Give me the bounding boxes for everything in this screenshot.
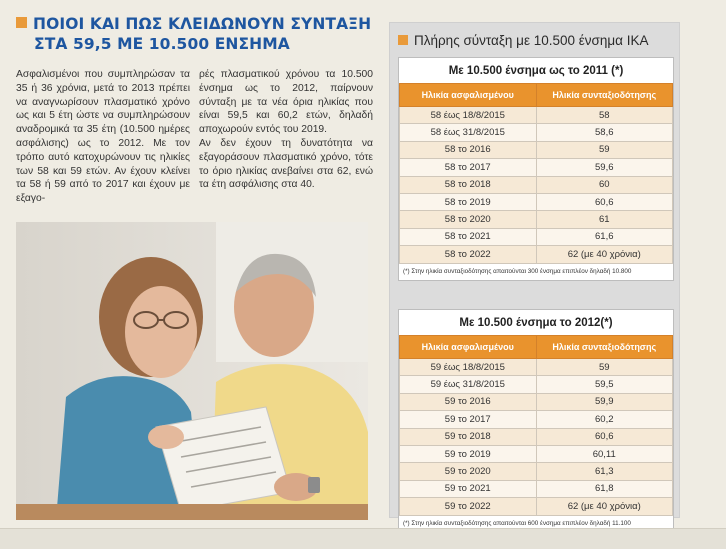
table-row bbox=[400, 246, 673, 263]
retirement-age-cell: 60,6 bbox=[536, 193, 673, 210]
insured-age-cell: 58 το 2019 bbox=[400, 193, 537, 210]
retirement-age-cell: 60 bbox=[536, 176, 673, 193]
article-column-2 bbox=[199, 68, 373, 192]
table-footnote: (*) Στην ηλικία συνταξιοδότησης απαιτούνται 600 ένσημα επιπλέον δηλαδή 11.100 bbox=[399, 516, 673, 532]
table-row bbox=[400, 428, 673, 445]
table-2011 bbox=[398, 57, 674, 281]
headline-line-1: ΠΟΙΟΙ ΚΑΙ ΠΩΣ ΚΛΕΙΔΩΝΟΥΝ ΣΥΝΤΑΞΗ bbox=[33, 15, 372, 33]
insured-age-cell: 59 έως 31/8/2015 bbox=[400, 376, 537, 393]
table-row bbox=[400, 211, 673, 228]
retirement-age-cell: 59,5 bbox=[536, 376, 673, 393]
box-title: Πλήρης σύνταξη με 10.500 ένσημα ΙΚΑ bbox=[398, 33, 648, 48]
pension-info-box bbox=[389, 22, 680, 527]
retirement-age-cell: 62 (με 40 χρόνια) bbox=[536, 498, 673, 515]
table-2012 bbox=[398, 309, 674, 533]
page-fold bbox=[0, 528, 726, 549]
retirement-age-cell: 60,2 bbox=[536, 411, 673, 428]
insured-age-cell: 59 το 2021 bbox=[400, 480, 537, 497]
insured-age-cell: 59 το 2020 bbox=[400, 463, 537, 480]
table-row bbox=[400, 411, 673, 428]
couple-photo bbox=[16, 222, 368, 520]
column-header: Ηλικία συνταξιοδότησης bbox=[536, 336, 673, 359]
table-row bbox=[400, 393, 673, 410]
table-row bbox=[400, 141, 673, 158]
table-row bbox=[400, 445, 673, 462]
table-row bbox=[400, 498, 673, 515]
column-header: Ηλικία συνταξιοδότησης bbox=[536, 84, 673, 107]
retirement-age-cell: 61,3 bbox=[536, 463, 673, 480]
pension-table bbox=[399, 335, 673, 516]
insured-age-cell: 59 το 2018 bbox=[400, 428, 537, 445]
retirement-age-cell: 61 bbox=[536, 211, 673, 228]
column-header: Ηλικία ασφαλισμένου bbox=[400, 84, 537, 107]
table-row bbox=[400, 107, 673, 124]
article-column-1 bbox=[16, 68, 190, 206]
table-heading: Με 10.500 ένσημα το 2012(*) bbox=[399, 310, 673, 335]
article-paragraph: ρές πλασματικού χρόνου τα 10.500 ένσημα ως το 2012, παίρνουν σύνταξη με τα νέα όρια ηλικίας που είναι 59,5 και 60,2 ετών, δηλαδή αποχωρούν εντός του 2019. bbox=[199, 69, 373, 136]
retirement-age-cell: 59 bbox=[536, 359, 673, 376]
orange-square-bullet bbox=[398, 35, 408, 45]
insured-age-cell: 59 το 2022 bbox=[400, 498, 537, 515]
insured-age-cell: 58 έως 18/8/2015 bbox=[400, 107, 537, 124]
insured-age-cell: 58 έως 31/8/2015 bbox=[400, 124, 537, 141]
retirement-age-cell: 62 (με 40 χρόνια) bbox=[536, 246, 673, 263]
retirement-age-cell: 58 bbox=[536, 107, 673, 124]
retirement-age-cell: 58,6 bbox=[536, 124, 673, 141]
insured-age-cell: 58 το 2022 bbox=[400, 246, 537, 263]
retirement-age-cell: 60,6 bbox=[536, 428, 673, 445]
insured-age-cell: 58 το 2017 bbox=[400, 159, 537, 176]
article-headline bbox=[16, 14, 376, 54]
table-row bbox=[400, 193, 673, 210]
column-header: Ηλικία ασφαλισμένου bbox=[400, 336, 537, 359]
table-heading: Με 10.500 ένσημα ως το 2011 (*) bbox=[399, 58, 673, 83]
retirement-age-cell: 59,6 bbox=[536, 159, 673, 176]
table-row bbox=[400, 359, 673, 376]
table-row bbox=[400, 176, 673, 193]
insured-age-cell: 58 το 2021 bbox=[400, 228, 537, 245]
retirement-age-cell: 60,11 bbox=[536, 445, 673, 462]
article-paragraph: Αν δεν έχουν τη δυνατότητα να εξαγοράσουν πλασματικό χρόνο, τότε το όριο ηλικίας ανεβαίνει στα 62, ενώ τα έτη ασφάλισης στα 40. bbox=[199, 137, 373, 191]
table-row bbox=[400, 124, 673, 141]
insured-age-cell: 59 το 2019 bbox=[400, 445, 537, 462]
couple-reading-document-illustration bbox=[16, 222, 368, 520]
insured-age-cell: 59 το 2017 bbox=[400, 411, 537, 428]
table-row bbox=[400, 376, 673, 393]
retirement-age-cell: 59,9 bbox=[536, 393, 673, 410]
retirement-age-cell: 61,8 bbox=[536, 480, 673, 497]
retirement-age-cell: 59 bbox=[536, 141, 673, 158]
insured-age-cell: 58 το 2018 bbox=[400, 176, 537, 193]
retirement-age-cell: 61,6 bbox=[536, 228, 673, 245]
orange-square-bullet bbox=[16, 17, 27, 28]
insured-age-cell: 58 το 2016 bbox=[400, 141, 537, 158]
table-row bbox=[400, 159, 673, 176]
table-row bbox=[400, 228, 673, 245]
insured-age-cell: 58 το 2020 bbox=[400, 211, 537, 228]
article-paragraph: Ασφαλισμένοι που συμπληρώσαν τα 35 ή 36 χρόνια, μετά το 2013 πρέπει να αναγνωρίσουν πλασματικό χρόνο ως και 5 έτη ώστε να συμπληρώσουν αναδρομικά τα 35 έτη (10.500 ημέρες ασφάλισης) ως το 2012. Με τον τρόπο αυτό κατοχυρώνουν τις ηλικίες των 58 και 59 ετών. Αν έχουν κλείνει τα 58 ή 59 από το 2017 και έχουν με εξαγο- bbox=[16, 69, 190, 205]
table-footnote: (*) Στην ηλικία συνταξιοδότησης απαιτούνται 300 ένσημα επιπλέον δηλαδή 10.800 bbox=[399, 264, 673, 280]
table-row bbox=[400, 463, 673, 480]
pension-table bbox=[399, 83, 673, 264]
table-row bbox=[400, 480, 673, 497]
headline-line-2: ΣΤΑ 59,5 ΜΕ 10.500 ΕΝΣΗΜΑ bbox=[34, 35, 290, 53]
insured-age-cell: 59 το 2016 bbox=[400, 393, 537, 410]
insured-age-cell: 59 έως 18/8/2015 bbox=[400, 359, 537, 376]
